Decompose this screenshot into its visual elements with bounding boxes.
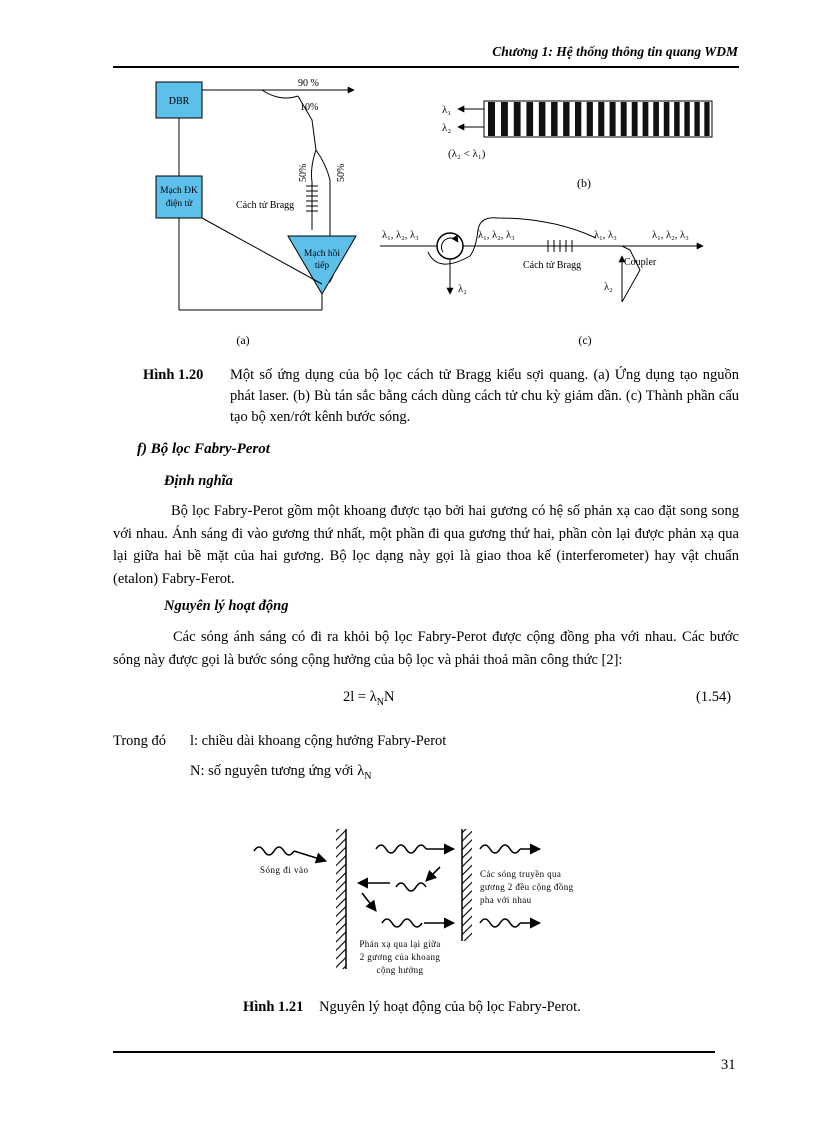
pct50-right-label: 50% <box>336 163 347 182</box>
coupler-diagonal <box>622 270 640 302</box>
output-wave-1 <box>480 845 520 853</box>
n-definition-sub: N <box>364 770 372 782</box>
n-definition-text: N: số nguyên tương ứng với λ <box>190 763 365 779</box>
cavity-wave-2 <box>396 883 426 891</box>
lambda1-label-b: λ₁ <box>442 104 452 116</box>
where-label: Trong đó <box>113 733 167 749</box>
formula-lhs: 2l = λ <box>343 689 377 705</box>
figure-1-20-caption <box>143 365 743 431</box>
formula-rhs: N <box>383 689 395 705</box>
formula-number: (1.54) <box>696 689 732 705</box>
section-heading: f) Bộ lọc Fabry-Perot <box>137 441 270 457</box>
figure-1-21-caption <box>243 999 581 1016</box>
dbr-label: DBR <box>168 96 190 107</box>
control-box <box>156 176 202 218</box>
label-c: (c) <box>578 333 592 347</box>
running-header: Chương 1: Hệ thống thông tin quang WDM <box>492 44 738 59</box>
caption-label: Hình 1.20 <box>143 367 204 383</box>
control-label-1: Mạch ĐK <box>160 186 198 196</box>
c-coupler-label: Coupler <box>624 257 657 268</box>
c-bragg-label: Cách tử Bragg <box>523 260 582 271</box>
reflect-label-1: Phản xạ qua lại giữa <box>359 939 441 949</box>
c-add-label: λ₂ <box>604 282 613 293</box>
c-drop-label: λ₂ <box>458 284 467 295</box>
figure-1-20-a <box>140 72 380 352</box>
pct90-label: 90 % <box>298 78 319 89</box>
c-input-label: λ₁, λ₂, λ₃ <box>382 230 419 241</box>
input-wave <box>254 847 294 855</box>
l-definition: l: chiều dài khoang cộng hưởng Fabry-Perot <box>190 733 447 749</box>
label-a: (a) <box>236 333 250 347</box>
footer-rule <box>113 1051 715 1053</box>
caption-text: Một số ứng dụng của bộ lọc cách tử Bragg kiểu sợi quang. (a) Ứng dụng tạo nguồn phát laser. (b) Bù tán sắc bằng cách dùng cách tử chu kỳ giảm dần. (c) Thành phần cấu tạo bộ xen/rớt kênh bước sóng. <box>230 367 739 425</box>
pct10-label: 10% <box>300 102 319 113</box>
reflect-label-2: 2 gương của khoang <box>359 952 441 962</box>
page-number: 31 <box>721 1057 736 1073</box>
circulator-icon <box>437 233 463 259</box>
header-rule <box>113 66 739 68</box>
figure-1-20-b <box>430 95 720 195</box>
principle-paragraph: Các sóng ánh sáng có đi ra khỏi bộ lọc Fabry-Perot được cộng đồng pha với nhau. Các bước sóng này được gọi là bước sóng cộng hưởng của bộ lọc và phải thoả mãn công thức [2]: <box>113 629 739 668</box>
mirror-1 <box>336 829 346 969</box>
output-label-1: Các sóng truyền qua <box>480 869 562 879</box>
lambda-relation: (λ₂ < λ₁) <box>448 148 486 160</box>
c-out-label: λ₁, λ₂, λ₃ <box>652 230 689 241</box>
reflect-label-3: cộng hưởng <box>376 965 424 975</box>
split-left <box>312 150 317 230</box>
definition-heading: Định nghĩa <box>164 473 233 489</box>
input-arrow <box>294 851 326 861</box>
principle-heading: Nguyên lý hoạt động <box>164 598 289 614</box>
n-definition <box>190 763 371 782</box>
feedback-label-1: Mạch hồi <box>303 249 341 259</box>
caption-text: Nguyên lý hoạt động của bộ lọc Fabry-Perot. <box>319 999 581 1015</box>
control-label-2: điện tử <box>165 199 193 209</box>
output-label-3: pha với nhau <box>480 895 532 905</box>
output-label-2: gương 2 đều cộng đồng <box>480 882 574 892</box>
cavity-wave-3 <box>382 919 422 927</box>
output-wave-2 <box>480 919 520 927</box>
c-mid-label: λ₁, λ₃ <box>594 230 617 241</box>
reflect-arrow-2 <box>362 893 376 911</box>
bragg-label-a: Cách tử Bragg <box>236 200 295 211</box>
definition-paragraph: Bộ lọc Fabry-Perot gồm một khoang được tạo bởi hai gương có hệ số phản xạ cao đặt song song với nhau. Ánh sáng đi vào gương thứ nhất, một phần đi qua gương thứ hai, phần còn lại được phản xạ qua lại giữa hai bề mặt của hai gương. Bộ lọc dạng này gọi là giao thoa kế (interferometer) hay vật chuẩn (etalon) Fabry-Ferot. <box>113 503 739 587</box>
mirror-2 <box>462 829 472 941</box>
feedback-label-2: tiếp <box>314 261 330 271</box>
lambda2-label-b: λ₂ <box>442 122 452 134</box>
pct50-left-label: 50% <box>298 163 309 182</box>
reflect-arrow-1 <box>426 867 440 881</box>
caption-label: Hình 1.21 <box>243 999 304 1015</box>
cavity-wave-1 <box>376 845 426 853</box>
input-label: Sóng đi vào <box>260 865 309 875</box>
figure-1-21 <box>240 825 600 985</box>
c-circ-label: λ₁, λ₂, λ₃ <box>478 230 515 241</box>
figure-1-20-c <box>378 212 723 352</box>
label-b: (b) <box>577 176 591 190</box>
tap-coupler <box>262 90 298 98</box>
formula-sub: N <box>376 696 384 708</box>
